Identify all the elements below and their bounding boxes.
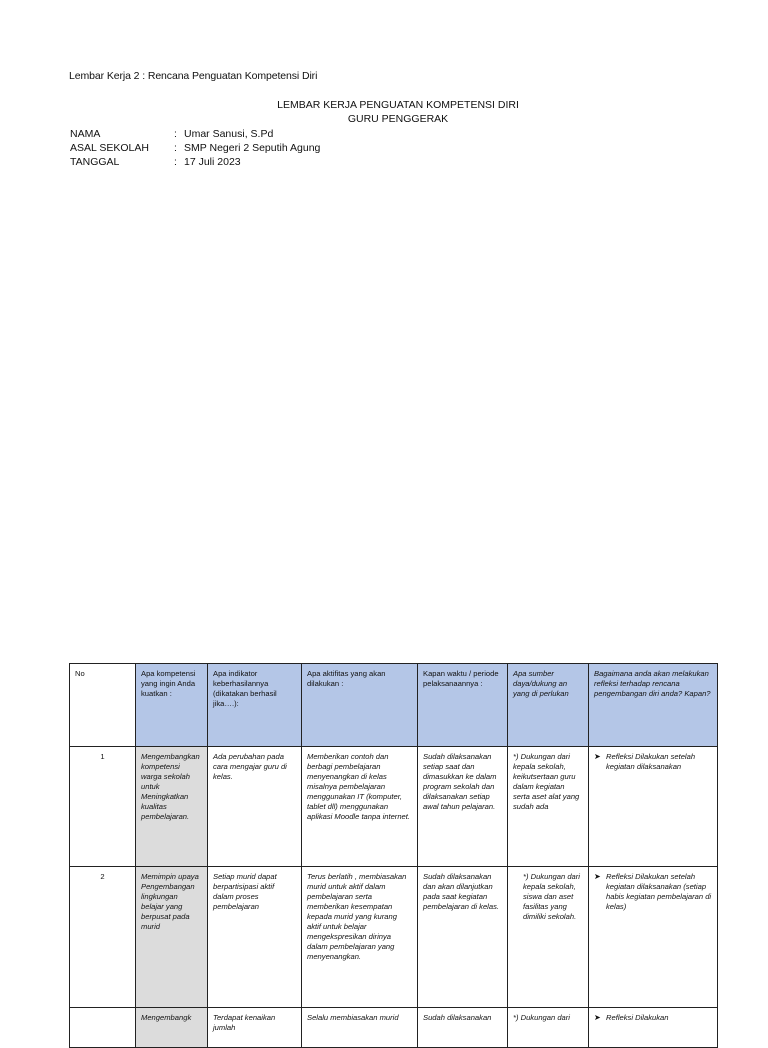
arrow-bullet-icon: ➤ — [594, 752, 601, 761]
info-label: TANGGAL — [70, 156, 120, 168]
info-row-date — [70, 155, 241, 169]
header-no: No — [70, 664, 136, 747]
cell-aktifitas: Terus berlatih , membiasakan murid untuk aktif dalam pembelajaran serta memberikan kesempatan kepada murid yang kurang aktif untuk belajar mengekspresikan dirinya dalam pembelajaran yang menyenangkan. — [302, 867, 418, 1008]
cell-refleksi — [589, 1008, 718, 1048]
competency-table — [69, 663, 718, 1048]
cell-sumber: *) Dukungan dari kepala sekolah, keikutsertaan guru dalam kegiatan serta aset alat yang sudah ada — [508, 747, 589, 867]
header-aktifitas: Apa aktifitas yang akan dilakukan : — [302, 664, 418, 747]
header-kompetensi: Apa kompetensi yang ingin Anda kuatkan : — [136, 664, 208, 747]
cell-sumber — [508, 867, 589, 1008]
worksheet-heading: LEMBAR KERJA PENGUATAN KOMPETENSI DIRI — [277, 99, 519, 111]
cell-aktifitas: Selalu membiasakan murid — [302, 1008, 418, 1048]
header-waktu: Kapan waktu / periode pelaksanaannya : — [418, 664, 508, 747]
table-row — [70, 747, 718, 867]
cell-kompetensi: Memimpin upaya Pengembangan lingkungan belajar yang berpusat pada murid — [136, 867, 208, 1008]
row-number: 2 — [70, 867, 136, 1008]
cell-aktifitas: Memberikan contoh dan berbagi pembelajaran menyenangkan di kelas misalnya pembelajaran menggunakan IT (komputer, tablet dll) menggunakan aplikasi Moodle tanpa internet. — [302, 747, 418, 867]
info-value: Umar Sanusi, S.Pd — [184, 128, 274, 140]
refleksi-text: Refleksi Dilakukan setelah kegiatan dilaksanakan (setiap habis kegiatan pembelajaran di kelas) — [606, 872, 712, 911]
info-row-school — [70, 141, 320, 155]
cell-waktu: Sudah dilaksanakan dan akan dilanjutkan pada saat kegiatan pembelajaran di kelas. — [418, 867, 508, 1008]
refleksi-text: Refleksi Dilakukan setelah kegiatan dilaksanakan — [606, 752, 696, 771]
info-colon: : — [174, 128, 177, 140]
cell-refleksi — [589, 867, 718, 1008]
cell-waktu: Sudah dilaksanakan — [418, 1008, 508, 1048]
header-refleksi: Bagaimana anda akan melakukan refleksi terhadap rencana pengembangan diri anda? Kapan? — [589, 664, 718, 747]
cell-indikator: Ada perubahan pada cara mengajar guru di kelas. — [208, 747, 302, 867]
info-label: NAMA — [70, 128, 101, 140]
table-row — [70, 867, 718, 1008]
arrow-bullet-icon: ➤ — [594, 872, 601, 881]
info-value: 17 Juli 2023 — [184, 156, 241, 168]
worksheet-subtitle: Lembar Kerja 2 : Rencana Penguatan Kompetensi Diri — [69, 70, 318, 82]
sumber-text: *) Dukungan dari kepala sekolah, siswa dan aset fasilitas yang dimiliki sekolah. — [523, 872, 580, 921]
info-label: ASAL SEKOLAH — [70, 142, 149, 154]
arrow-bullet-icon: ➤ — [594, 1013, 601, 1022]
table-row — [70, 1008, 718, 1048]
info-row-name — [70, 127, 273, 141]
row-number — [70, 1008, 136, 1048]
cell-kompetensi: Mengembangkan kompetensi warga sekolah untuk Meningkatkan kualitas pembelajaran. — [136, 747, 208, 867]
cell-indikator: Terdapat kenaikan jumlah — [208, 1008, 302, 1048]
header-indikator: Apa indikator keberhasilannya (dikatakan berhasil jika….): — [208, 664, 302, 747]
table-header-row — [70, 664, 718, 747]
info-colon: : — [174, 142, 177, 154]
cell-refleksi — [589, 747, 718, 867]
cell-waktu: Sudah dilaksanakan setiap saat dan dimasukkan ke dalam program sekolah dan dilaksanakan setiap awal tahun pelajaran. — [418, 747, 508, 867]
header-sumber: Apa sumber daya/dukung an yang di perlukan — [508, 664, 589, 747]
refleksi-text: Refleksi Dilakukan — [606, 1013, 669, 1022]
row-number: 1 — [70, 747, 136, 867]
info-value: SMP Negeri 2 Seputih Agung — [184, 142, 321, 154]
cell-sumber: *) Dukungan dari — [508, 1008, 589, 1048]
info-colon: : — [174, 156, 177, 168]
cell-indikator: Setiap murid dapat berpartisipasi aktif dalam proses pembelajaran — [208, 867, 302, 1008]
cell-kompetensi: Mengembangk — [136, 1008, 208, 1048]
worksheet-subheading: GURU PENGGERAK — [347, 113, 449, 125]
